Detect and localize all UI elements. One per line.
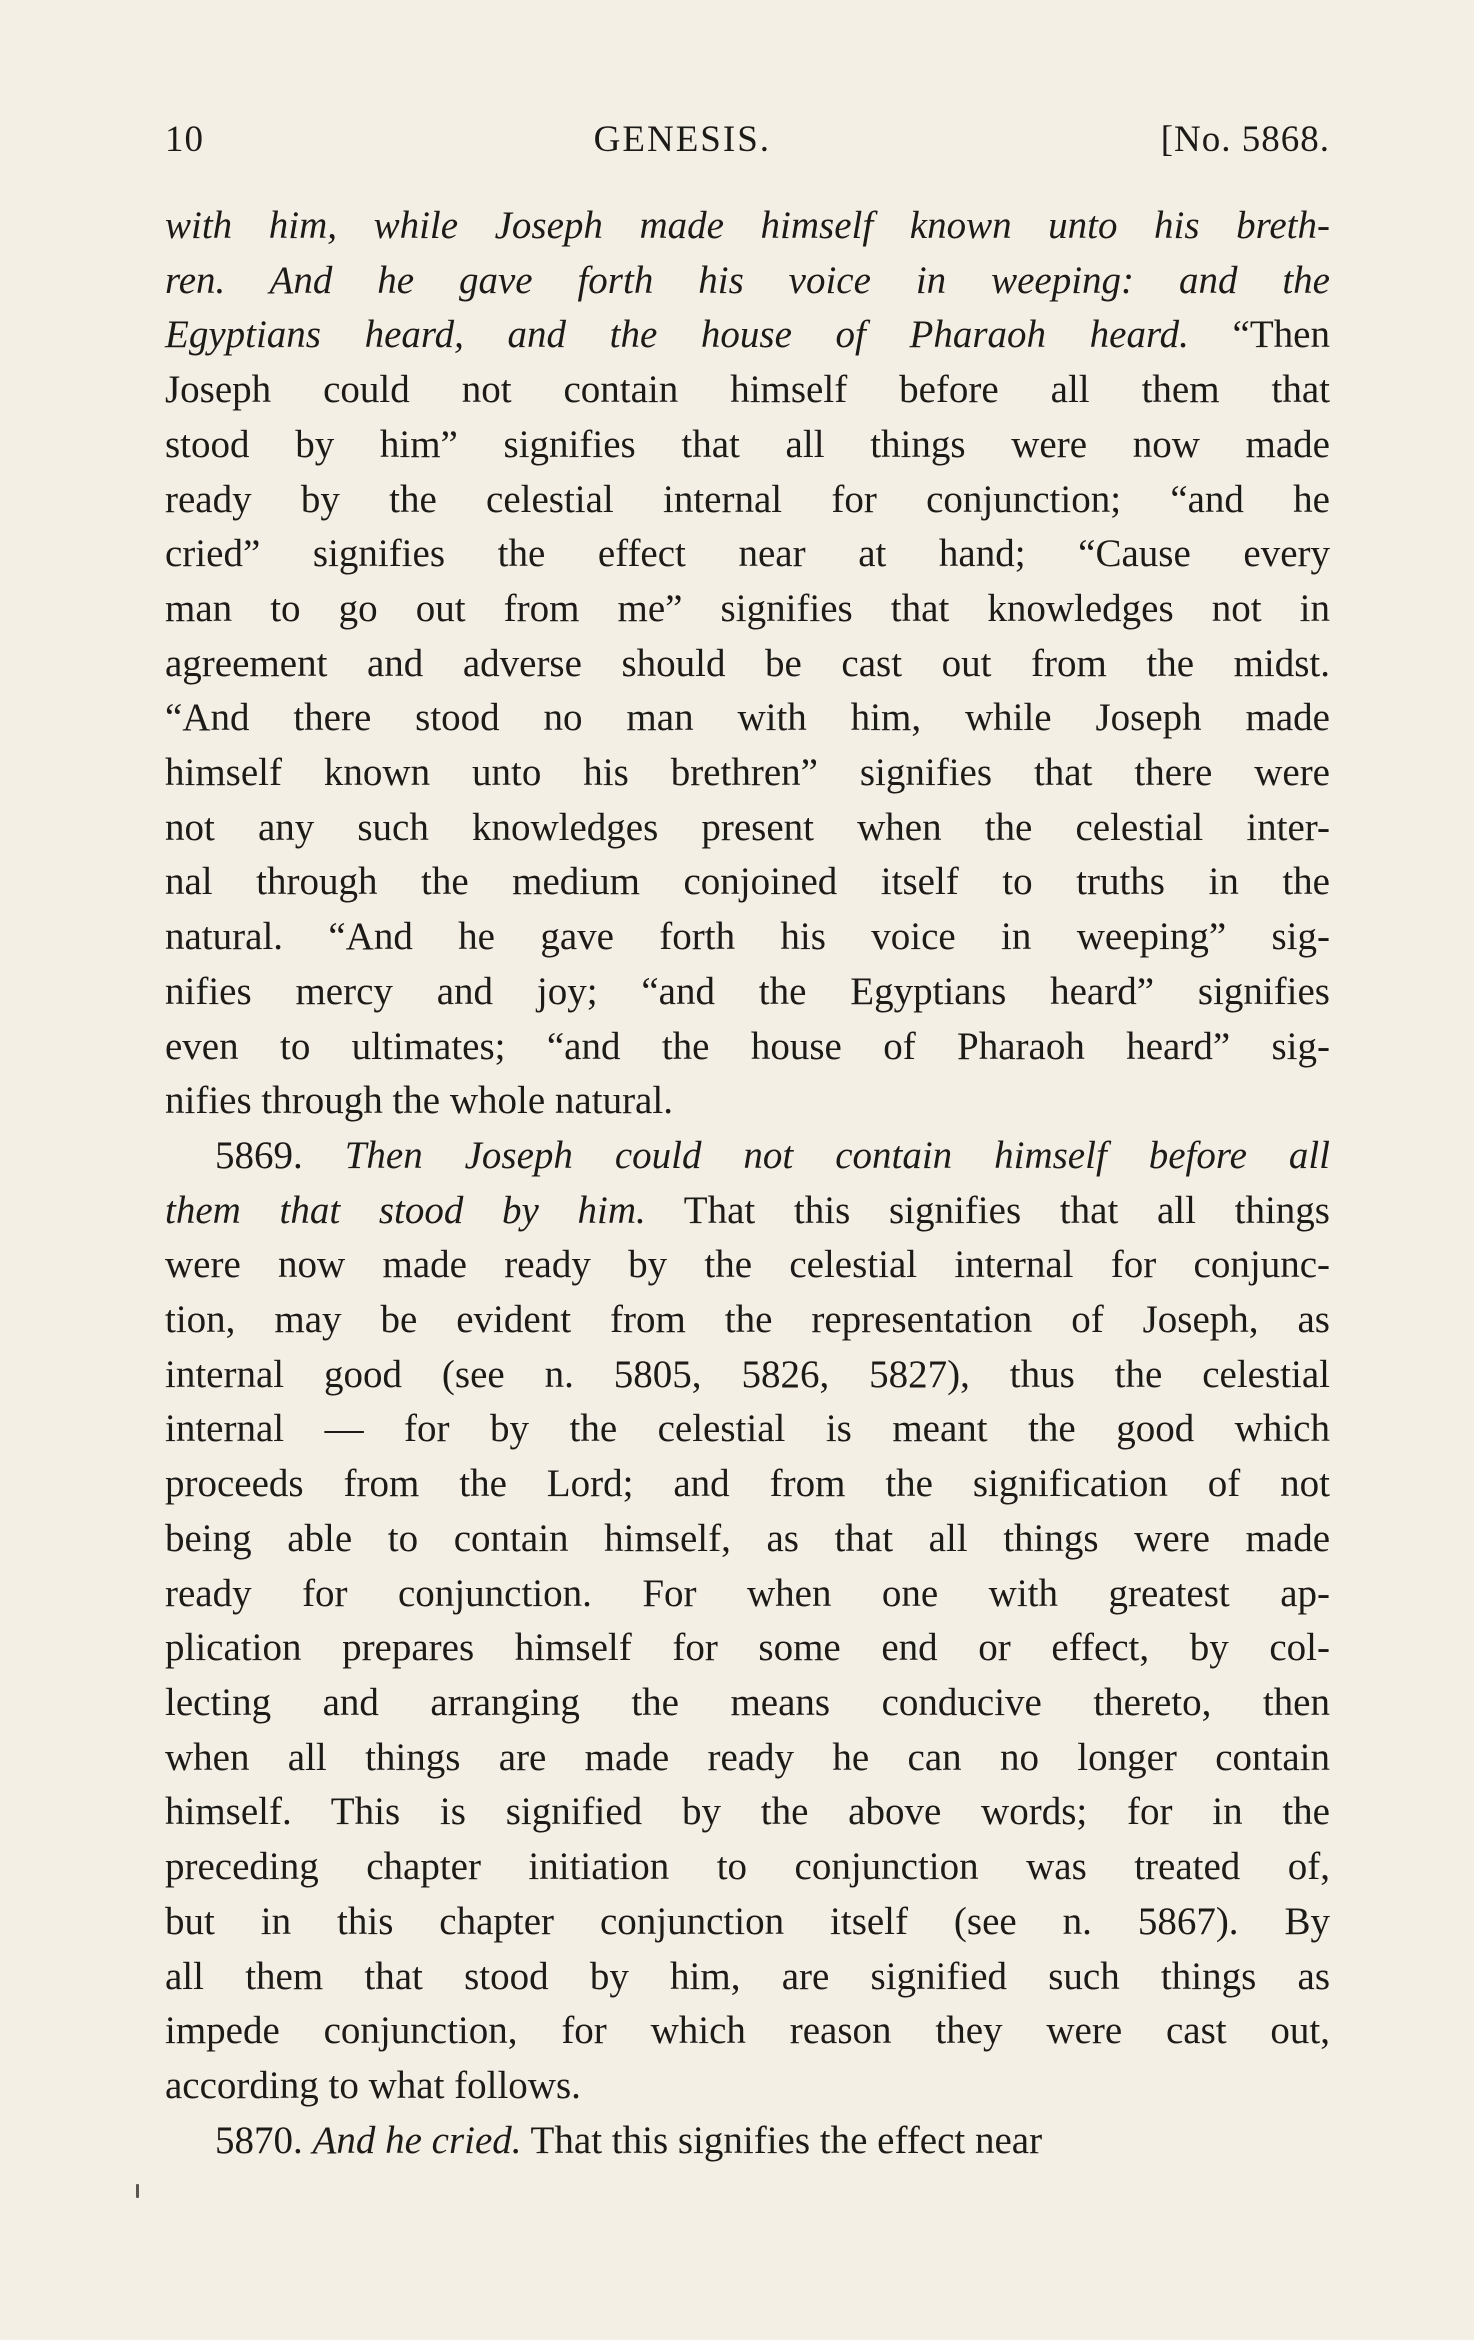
text-line xyxy=(165,1567,1330,1622)
text-run: 5870. xyxy=(215,2118,313,2162)
text-line xyxy=(165,1785,1330,1840)
text-line xyxy=(165,1840,1330,1895)
text-run: himself. This is signified by the above words; for in the xyxy=(165,1790,1330,1834)
text-run: That this signifies that all things xyxy=(645,1188,1330,1232)
text-line xyxy=(165,801,1330,856)
text-run: proceeds from the Lord; and from the signification of not xyxy=(165,1462,1330,1506)
text-run: 5869. xyxy=(215,1133,345,1177)
text-run: natural. “And he gave forth his voice in weeping” sig- xyxy=(165,915,1330,959)
text-line xyxy=(165,1293,1330,1348)
text-line xyxy=(165,473,1330,528)
text-line xyxy=(165,1950,1330,2005)
text-line xyxy=(165,1621,1330,1676)
text-line xyxy=(165,363,1330,418)
text-run: internal — for by the celestial is meant the good which xyxy=(165,1407,1330,1451)
text-line xyxy=(165,910,1330,965)
text-run: ready by the celestial internal for conjunction; “and he xyxy=(165,477,1330,521)
book-page xyxy=(165,118,1330,2168)
text-line xyxy=(165,1676,1330,1731)
text-run: being able to contain himself, as that all things were made xyxy=(165,1516,1330,1560)
text-run: nal through the medium conjoined itself to truths in the xyxy=(165,860,1330,904)
text-run: even to ultimates; “and the house of Pharaoh heard” sig- xyxy=(165,1024,1330,1068)
text-line xyxy=(165,965,1330,1020)
text-run: all them that stood by him, are signified such things as xyxy=(165,1954,1330,1998)
page-number: 10 xyxy=(165,119,204,160)
text-run: Joseph could not contain himself before all them that xyxy=(165,368,1330,412)
text-run: agreement and adverse should be cast out from the midst. xyxy=(165,641,1330,685)
text-line xyxy=(165,746,1330,801)
text-run: ready for conjunction. For when one with greatest ap- xyxy=(165,1571,1330,1615)
text-run: but in this chapter conjunction itself (see n. 5867). By xyxy=(165,1899,1330,1943)
text-run: nifies through the whole natural. xyxy=(165,1079,673,1123)
text-run: That this signifies the effect near xyxy=(521,2118,1043,2162)
text-line xyxy=(165,1238,1330,1293)
text-run: not any such knowledges present when the celestial inter- xyxy=(165,805,1330,849)
text-line xyxy=(165,1348,1330,1403)
text-run: “And there stood no man with him, while Joseph made xyxy=(165,696,1330,740)
text-line xyxy=(165,1074,1330,1129)
text-line xyxy=(165,855,1330,910)
italic-text: And he cried. xyxy=(312,2118,522,2162)
text-line xyxy=(165,1731,1330,1786)
italic-text: Egyptians heard, and the house of Pharaoh heard. xyxy=(165,313,1189,357)
text-line xyxy=(165,199,1330,254)
text-line xyxy=(165,582,1330,637)
italic-text: them that stood by him. xyxy=(165,1188,646,1232)
text-run: according to what follows. xyxy=(165,2063,581,2107)
text-line xyxy=(165,1129,1330,1184)
text-line xyxy=(165,1020,1330,1075)
text-line xyxy=(165,254,1330,309)
text-line xyxy=(165,2114,1330,2169)
italic-text: with him, while Joseph made himself known unto his breth- xyxy=(165,204,1330,247)
text-line xyxy=(165,1457,1330,1512)
section-reference: [No. 5868. xyxy=(1160,119,1330,160)
text-run: internal good (see n. 5805, 5826, 5827), thus the celestial xyxy=(165,1352,1330,1396)
body-text xyxy=(165,199,1330,2168)
text-run: stood by him” signifies that all things were now made xyxy=(165,422,1330,466)
text-line xyxy=(165,637,1330,692)
text-run: when all things are made ready he can no longer contain xyxy=(165,1735,1330,1779)
text-run: preceding chapter initiation to conjunction was treated of, xyxy=(165,1845,1330,1889)
text-line xyxy=(165,418,1330,473)
running-header xyxy=(165,118,1330,161)
text-line xyxy=(165,1184,1330,1239)
text-run: were now made ready by the celestial internal for conjunc- xyxy=(165,1243,1330,1287)
italic-text: Then Joseph could not contain himself before all xyxy=(344,1133,1330,1177)
italic-text: ren. And he gave forth his voice in weeping: and the xyxy=(165,258,1330,302)
text-line xyxy=(165,2004,1330,2059)
text-run: nifies mercy and joy; “and the Egyptians heard” signifies xyxy=(165,969,1330,1013)
text-run: lecting and arranging the means conducive thereto, then xyxy=(165,1680,1330,1724)
text-line xyxy=(165,1402,1330,1457)
text-line xyxy=(165,691,1330,746)
text-line xyxy=(165,1512,1330,1567)
text-run: man to go out from me” signifies that knowledges not in xyxy=(165,586,1330,630)
text-run: impede conjunction, for which reason they were cast out, xyxy=(165,2009,1330,2053)
running-title: GENESIS. xyxy=(593,119,772,160)
text-line xyxy=(165,527,1330,582)
text-line xyxy=(165,2059,1330,2114)
text-run: cried” signifies the effect near at hand; “Cause every xyxy=(165,532,1330,576)
text-line xyxy=(165,1895,1330,1950)
text-line xyxy=(165,308,1330,363)
text-run: tion, may be evident from the representation of Joseph, as xyxy=(165,1298,1330,1342)
page-mark xyxy=(136,2184,139,2198)
text-run: “Then xyxy=(1188,313,1330,357)
text-run: plication prepares himself for some end or effect, by col- xyxy=(165,1626,1330,1670)
text-run: himself known unto his brethren” signifies that there were xyxy=(165,751,1330,795)
